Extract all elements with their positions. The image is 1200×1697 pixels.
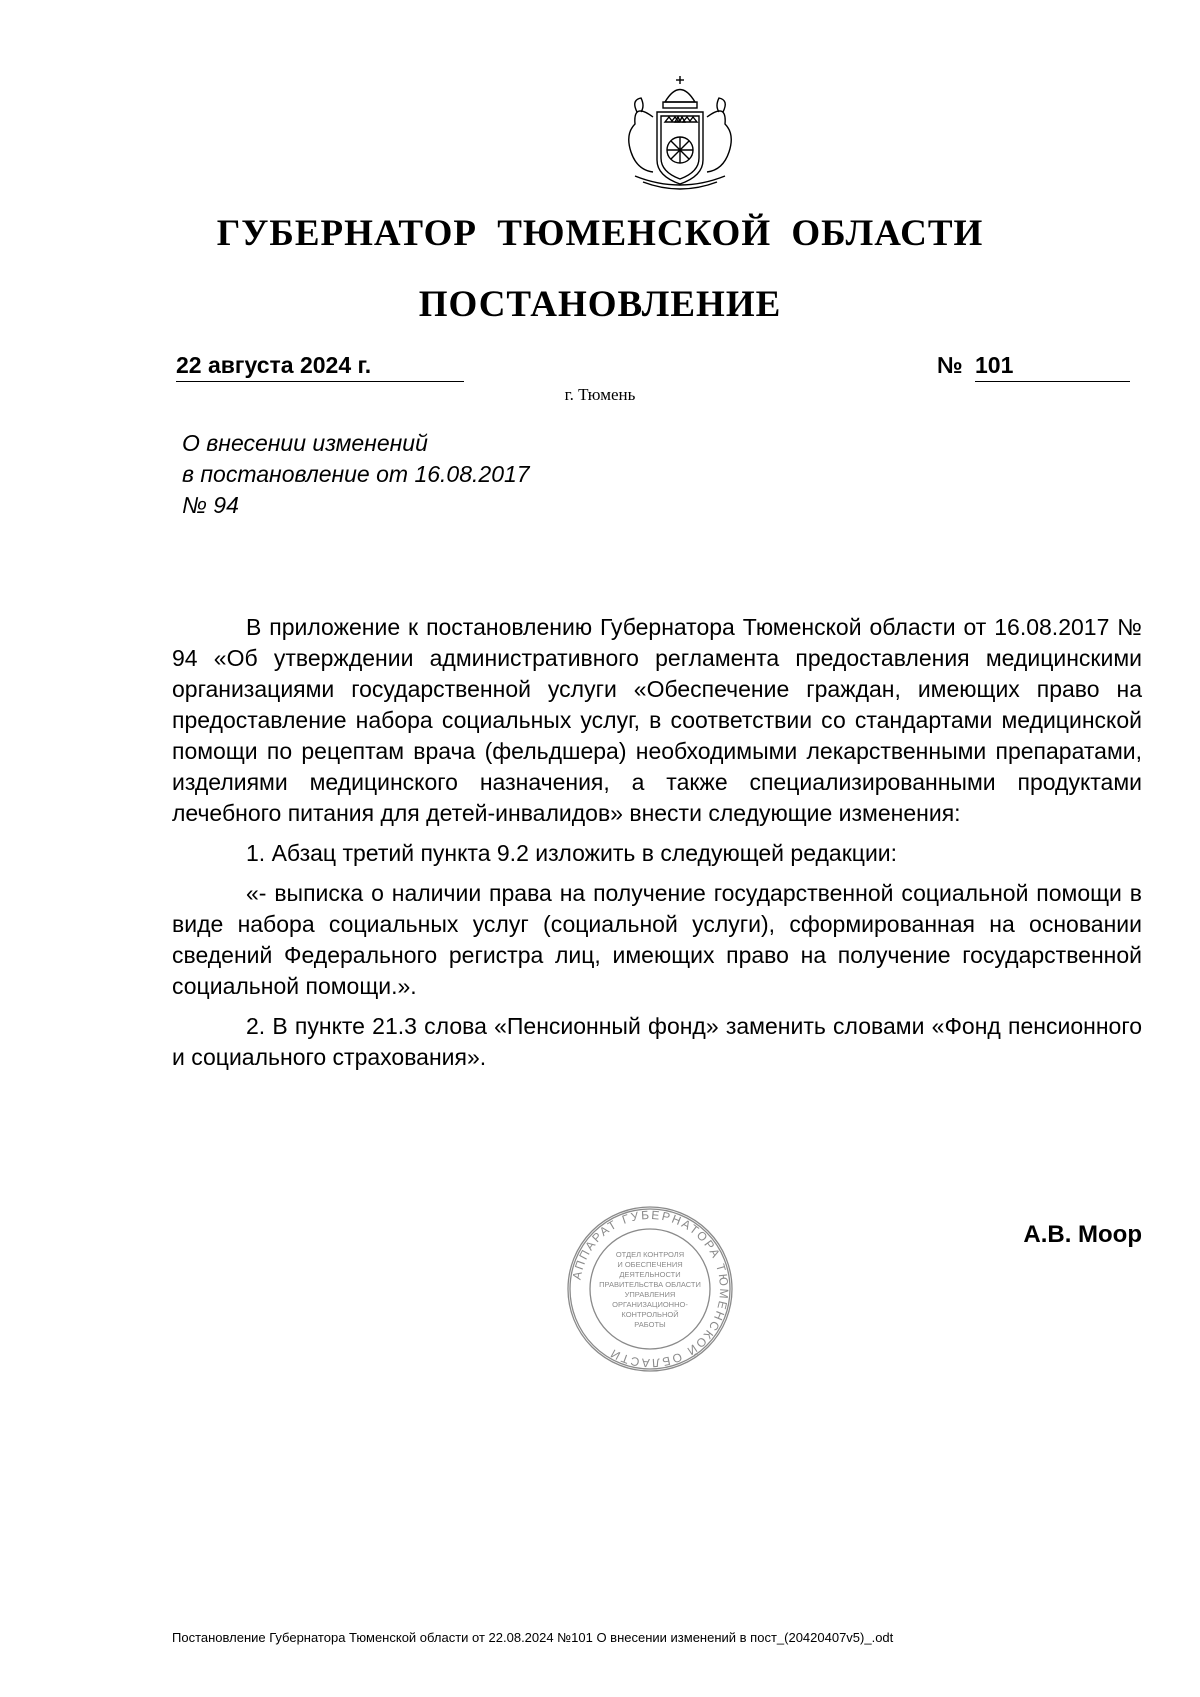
- authority-heading: ГУБЕРНАТОР ТЮМЕНСКОЙ ОБЛАСТИ: [216, 213, 984, 254]
- document-type-heading: ПОСТАНОВЛЕНИЕ: [418, 284, 782, 325]
- body-paragraph: «- выписка о наличии права на получение государственной социальной помощи в виде набора социальных услуг (социальной услуги), сформированная на основании сведений Федерального регистра лиц, имеющих право на получение государственной социальной помощи.».: [172, 880, 1142, 999]
- document-date: 22 августа 2024 г.: [176, 352, 464, 382]
- document-body: [172, 612, 1142, 1082]
- document-subject: [182, 428, 662, 521]
- body-paragraph: 2. В пункте 21.3 слова «Пенсионный фонд» заменить словами «Фонд пенсионного и социального страхования».: [172, 1013, 1142, 1070]
- seal-inner-line: ПРАВИТЕЛЬСТВА ОБЛАСТИ: [599, 1280, 701, 1289]
- body-paragraph: В приложение к постановлению Губернатора Тюменской области от 16.08.2017 № 94 «Об утверждении административного регламента предоставления медицинскими организациями государственной услуги «Обеспечение граждан, имеющих право на предоставление набора социальных услуг, в соответствии со стандартами медицинской помощи по рецептам врача (фельдшера) необходимыми лекарственными препаратами, изделиями медицинского назначения, а также специализированными продуктами лечебного питания для детей-инвалидов» внести следующие изменения:: [172, 614, 1142, 826]
- coat-of-arms-icon: [595, 72, 765, 192]
- seal-inner-line: ОТДЕЛ КОНТРОЛЯ: [615, 1250, 685, 1259]
- subject-line: в постановление от 16.08.2017: [182, 461, 530, 487]
- seal-inner-line: ОРГАНИЗАЦИОННО-: [612, 1300, 688, 1309]
- seal-inner-line: РАБОТЫ: [634, 1320, 666, 1329]
- number-label: №: [937, 352, 963, 378]
- seal-inner-line: УПРАВЛЕНИЯ: [624, 1290, 676, 1299]
- page-footer: Постановление Губернатора Тюменской области от 22.08.2024 №101 О внесении изменений в пост_(20420407v5)_.odt: [172, 1630, 894, 1645]
- seal-inner-line: И ОБЕСПЕЧЕНИЯ: [617, 1260, 683, 1269]
- seal-outer-text: АППАРАТ ГУБЕРНАТОРА ТЮМЕНСКОЙ ОБЛАСТИ: [569, 1207, 732, 1371]
- city-line: г. Тюмень: [564, 385, 636, 404]
- subject-line: О внесении изменений: [182, 430, 428, 456]
- seal-inner-line: ДЕЯТЕЛЬНОСТИ: [619, 1270, 681, 1279]
- subject-line: № 94: [182, 492, 239, 518]
- seal-inner-line: КОНТРОЛЬНОЙ: [621, 1310, 679, 1319]
- document-number: [937, 352, 1132, 382]
- signer-name: А.В. Моор: [1023, 1221, 1142, 1248]
- body-paragraph: 1. Абзац третий пункта 9.2 изложить в следующей редакции:: [246, 840, 898, 866]
- number-value: 101: [975, 352, 1130, 382]
- official-seal: [566, 1205, 734, 1373]
